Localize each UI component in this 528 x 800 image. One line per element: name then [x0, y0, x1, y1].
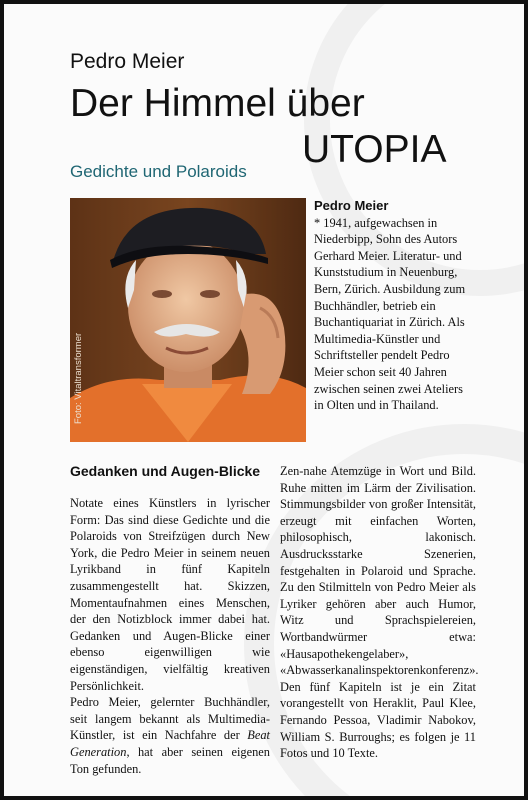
article-heading: Gedanken und Augen-Blicke: [70, 463, 261, 479]
article-paragraph: Den fünf Kapiteln ist je ein Zitat vorangestellt von Heraklit, Paul Klee, Fernando Pessoa, Vladimir Nabokov, William S. Burroughs; es folgen je 11 Fotos und 10 Texte.: [280, 679, 476, 761]
portrait-photo-icon: [70, 198, 306, 442]
bio-text: * 1941, aufgewachsen in Niederbipp, Sohn des Autors Gerhard Meier. Literatur- und Kunststudium in Neuenburg, Bern, Zürich. Ausbildung zum Buchhändler, betrieb ein Buchantiquariat in Zürich. Als Multimedia-Künstler und Schriftsteller pendelt Pedro Meier schon seit 40 Jahren zwischen seinen zwei Ateliers in Olten und in Thailand.: [314, 215, 466, 413]
article-paragraph: [70, 694, 270, 777]
article-column-left: [70, 495, 270, 777]
book-subtitle: Gedichte und Polaroids: [70, 162, 247, 181]
bio-name: Pedro Meier: [314, 198, 389, 213]
author-bio: [314, 198, 474, 414]
book-title-line-1: Der Himmel über: [70, 82, 365, 125]
article-paragraph: Zen-nahe Atemzüge in Wort und Bild. Ruhe mitten im Lärm der Zivilisation. Stimmungsbilder von großer Intensität, erzeugt mit einfachen Worten, philosophisch, lakonisch. Ausdrucksstarke Szenerien, festgehalten in Polaroid und Sprache. Zu den Stilmitteln von Pedro Meier als Lyriker gehören aber auch Humor, Witz und Sprachspielereien, Wortbandwürmer etwa: «Hausapothekengelaber», «Abwasserkanalinspektorenkonferenz».: [280, 464, 479, 678]
article-paragraph: Notate eines Künstlers in lyrischer Form: Das sind diese Gedichte und die Polaroids von Streifzügen durch New York, die Pedro Meier in seinem neuen Lyrikband in fünf Kapiteln zusammengestellt hat. Skizzen, Momentaufnahmen eines Menschen, der den Notizblock immer dabei hat. Gedanken und Augen-Blicke einer ebenso eigenwilligen wie eigenständigen, vielfältig kreativen Persönlichkeit.: [70, 496, 270, 693]
author-name: Pedro Meier: [70, 50, 185, 73]
emphasis-text: Beat Generation: [70, 728, 270, 759]
text-span: , hat aber seinen eigenen Ton gefunden.: [70, 744, 270, 776]
article-column-right: [280, 463, 479, 762]
photo-credit: Foto: Vitaltransformer: [73, 332, 84, 424]
text-span: Pedro Meier, gelernter Buchhändler, seit langem bekannt als Multimedia-Künstler, ist ein Nachfahre der: [70, 695, 270, 743]
author-portrait-photo: [70, 198, 306, 442]
book-title-line-2: UTOPIA: [302, 128, 447, 171]
